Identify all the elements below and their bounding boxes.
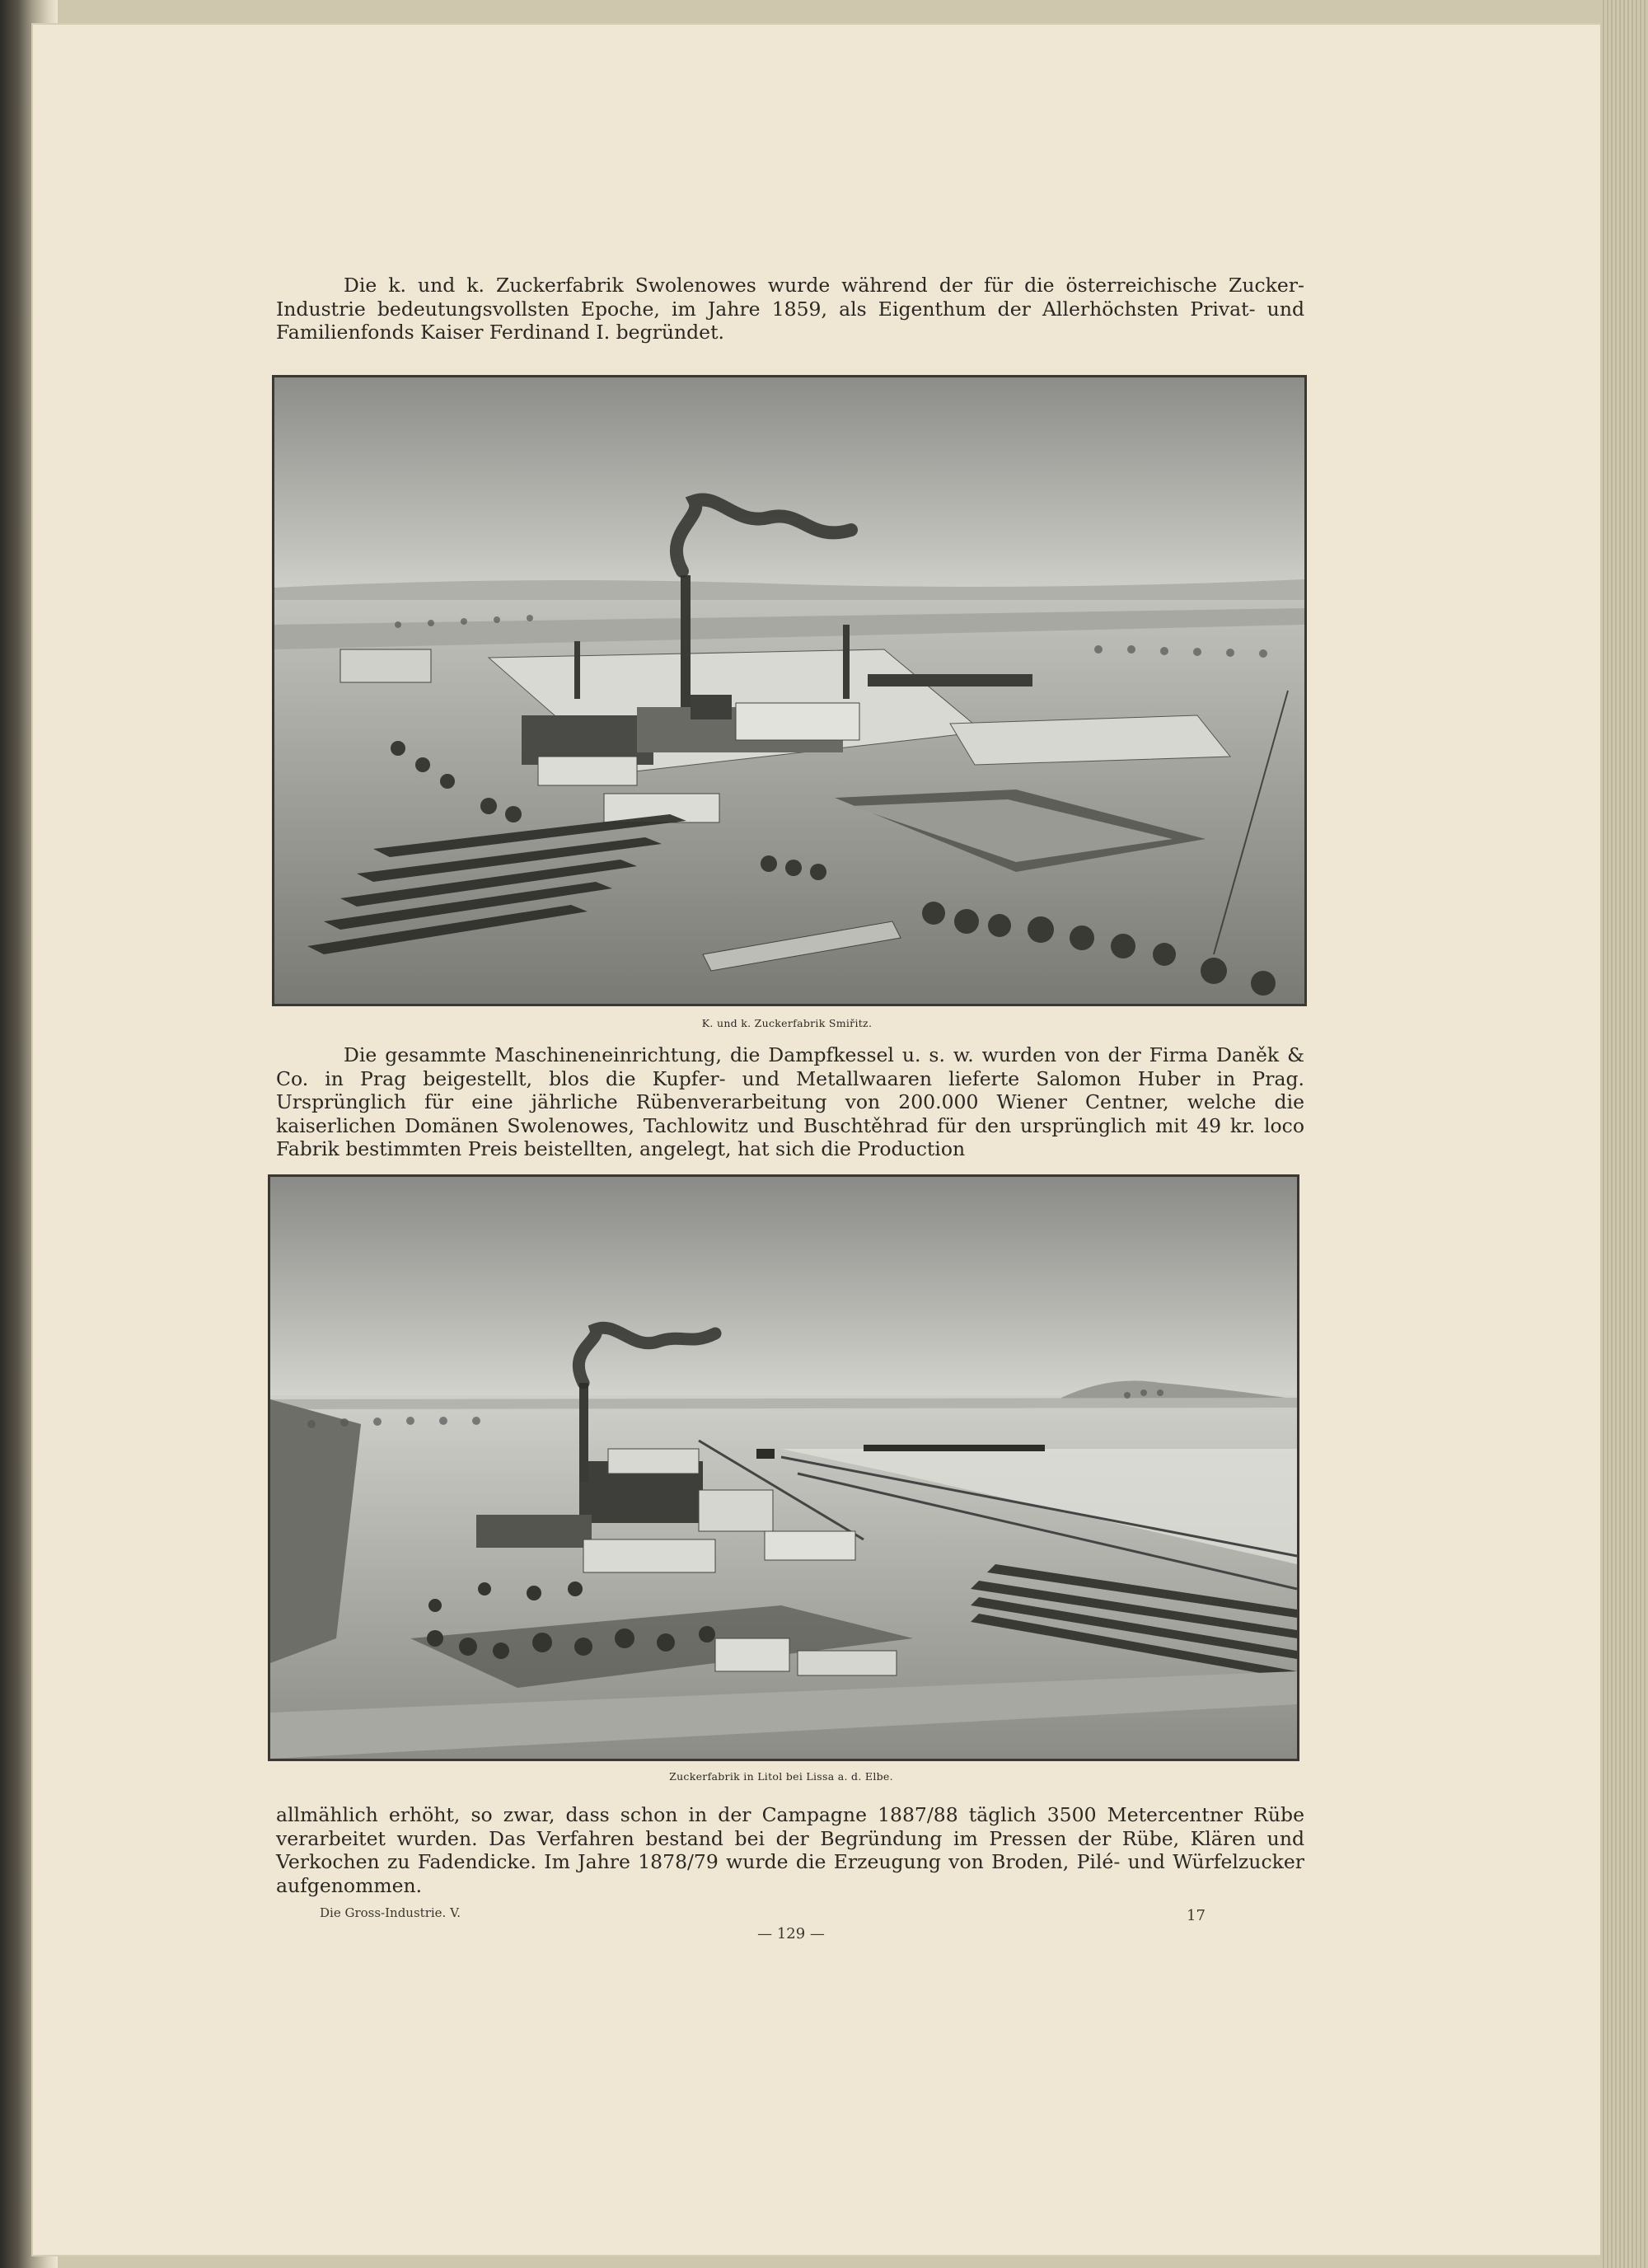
factory-illustration-smiritz [274,377,1304,1004]
paragraph-bottom: allmählich erhöht, so zwar, dass schon in der Campagne 1887/88 täglich 3500 Metercentner Rübe verarbeitet wurden. Das Verfahren bestand bei der Begründung im Pressen der Rübe, Klären und Verkochen zu Fadendicke. Im Jahre 1878/79 wurde die Erzeugung von Broden, Pilé- und Würfelzucker aufgenommen. [276,1803,1304,1897]
page-number: — 129 — [757,1925,825,1942]
paragraph-top: Die k. und k. Zuckerfabrik Swolenowes wurde während der für die österreichische Zucker-Industrie bedeutungsvollsten Epoche, im Jahre 1859, als Eigenthum der Allerhöchsten Privat- und Familienfonds Kaiser Ferdinand I. begründet. [276,274,1304,344]
figure-caption-litol: Zuckerfabrik in Litol bei Lissa a. d. Elbe. [669,1770,893,1783]
page-edges [1600,0,1648,2268]
figure-caption-smiritz: K. und k. Zuckerfabrik Smiřitz. [701,1017,873,1029]
paragraph-middle: Die gesammte Maschineneinrichtung, die Dampfkessel u. s. w. wurden von der Firma Daněk & Co. in Prag beigestellt, blos die Kupfer- und Metallwaaren lieferte Salomon Huber in Prag. Ursprünglich für eine jährliche Rübenverarbeitung von 200.000 Wiener Centner, welche die kaiserlichen Domänen Swolenowes, Tachlowitz und Buschtěhrad für den ursprünglich mit 49 kr. loco Fabrik bestimmten Preis beistellten, angelegt, hat sich die Production [276,1043,1304,1160]
factory-illustration-litol [270,1177,1297,1759]
figure-smiritz [272,375,1307,1006]
sheet-signature: 17 [1187,1907,1206,1924]
footer-series: Die Gross-Industrie. V. [320,1905,461,1920]
figure-litol [268,1174,1299,1761]
